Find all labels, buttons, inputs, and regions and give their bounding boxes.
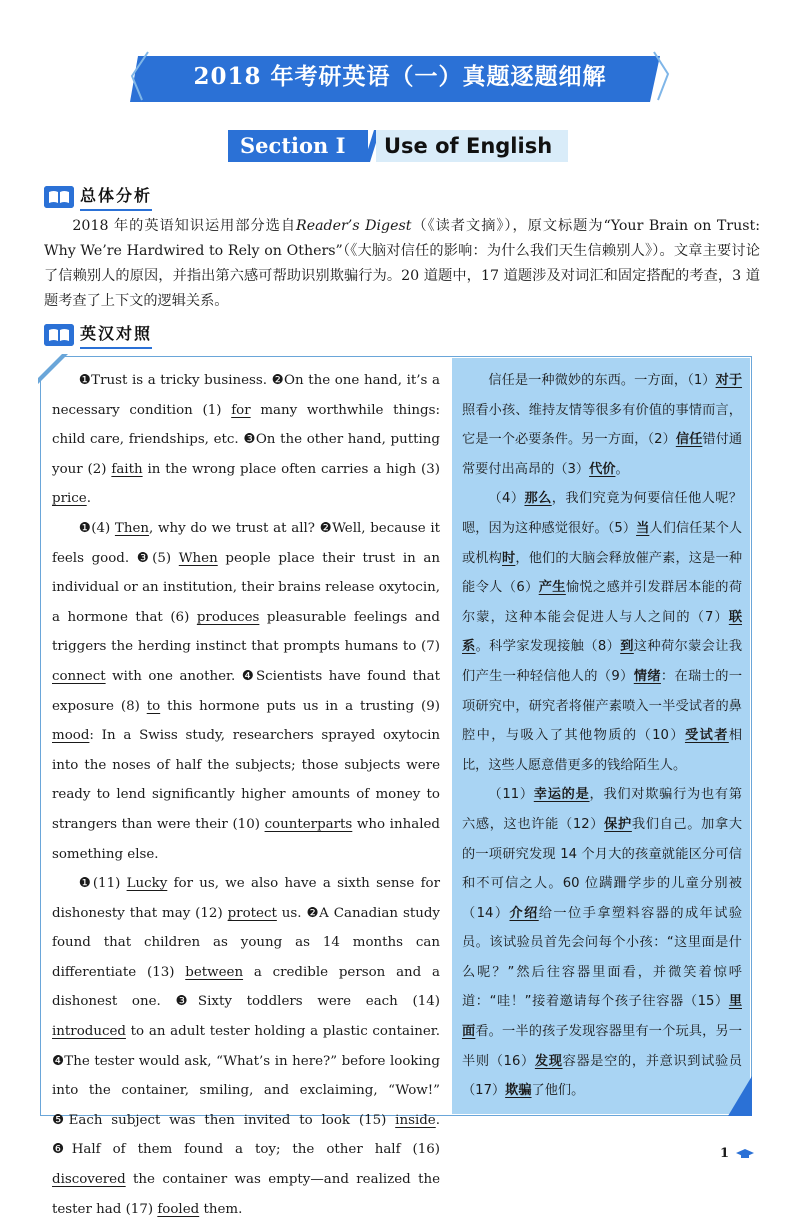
answer-16: discovered (52, 1172, 126, 1188)
cn-answer-12: 保护 (604, 816, 632, 832)
answer-6: produces (196, 609, 260, 625)
overview-text-2: （《读者文摘》），原文标题为“Your Brain on Trust: Why We’re Hardwired to Rely on Others”（《大脑对信任的影响：为什么我们天生信赖别人》）。文章主要讨论了信赖别人的原因，并指出第六感可帮助识别欺骗行为。20 道题中，17 道题涉及对词汇和固定搭配的考查，3 道题考查了上下文的逻辑关系。 (44, 218, 760, 309)
page-number-text: 1 (720, 1146, 730, 1161)
page-number (720, 1146, 754, 1161)
cn-answer-15: 里面 (462, 994, 742, 1040)
answer-14: introduced (52, 1024, 126, 1040)
graduation-cap-icon (736, 1149, 754, 1159)
answer-5: When (178, 550, 218, 566)
book-icon (44, 186, 74, 208)
answer-9: mood (52, 728, 90, 744)
chinese-paragraph-2: （4）那么，我们究竟为何要信任他人呢？嗯，因为这种感觉很好。（5）当人们信任某个人或机构时，他们的大脑会释放催产素，这是一种能令人（6）产生愉悦之感并引发群居本能的荷尔蒙，这种本能会促进人与人之间的（7）联系。科学家发现接触（8）到这种荷尔蒙会让我们产生一种轻信他人的（9）情绪：在瑞士的一项研究中，研究者将催产素喷入一半受试者的鼻腔中，与吸入了其他物质的（10）受试者相比，这些人愿意借更多的钱给陌生人。 (462, 491, 743, 773)
cn-answer-10: 受试者 (684, 728, 729, 744)
overview-heading-label: 总体分析 (80, 183, 152, 211)
cn-answer-5b: 时 (502, 550, 516, 566)
answer-11: Lucky (126, 876, 168, 892)
answer-13: between (185, 964, 244, 980)
compare-heading (44, 322, 152, 348)
overview-heading (44, 184, 152, 210)
chinese-translation (462, 366, 742, 1106)
answer-2: faith (111, 461, 143, 477)
cn-answer-3: 代价 (589, 461, 616, 477)
cn-answer-1: 对于 (715, 373, 743, 388)
answer-8: to (146, 698, 161, 714)
answer-1: for (231, 402, 251, 418)
source-title: Reader’s Digest (296, 218, 412, 234)
page-title: 2018 年考研英语（一）真题逐题细解 (193, 63, 607, 90)
cn-answer-5a: 当 (636, 520, 650, 536)
section-name: Use of English (376, 130, 568, 162)
book-icon (44, 324, 74, 346)
cn-answer-11: 幸运的是 (533, 787, 590, 803)
english-passage (52, 366, 440, 1224)
answer-15: inside (395, 1112, 436, 1128)
chinese-paragraph-3: （11）幸运的是，我们对欺骗行为也有第六感，这也许能（12）保护我们自己。加拿大的一项研究发现 14 个月大的孩童就能区分可信和不可信之人。60 位蹒跚学步的儿童分别被（14）介绍给一位手拿塑料容器的成年试验员。该试验员首先会问每个小孩：“这里面是什么呢？”然后往容器里面看，并微笑着惊呼道：“哇！”接着邀请每个孩子往容器（15）里面看。一半的孩子发现容器里有一个玩具，另一半则（16）发现容器是空的，并意识到试验员（17）欺骗了他们。 (462, 787, 743, 1099)
cn-answer-8: 到 (620, 639, 634, 655)
cn-answer-9: 情绪 (633, 668, 661, 684)
overview-text-1: 2018 年的英语知识运用部分选自 (72, 218, 297, 234)
compare-heading-label: 英汉对照 (80, 321, 152, 349)
section-roman: Section Ⅰ (228, 130, 368, 162)
english-paragraph-2: ❶(4) Then, why do we trust at all? ❷Well, because it feels good. ❸(5) When people place their trust in an individual or an institution, their brains release oxytocin, a hormone that (6) produces pleasurable feelings and triggers the herding instinct that prompts humans to (7) connect with one another. ❹Scientists have found that exposure (8) to this hormone puts us in a trusting (9) mood: In a Swiss study, researchers sprayed oxytocin into the noses of half the subjects; those subjects were ready to lend significantly higher amounts of money to strangers than were their (10) counterparts who inhaled something else. (52, 520, 441, 862)
answer-3: price (52, 491, 87, 507)
answer-10: counterparts (264, 816, 353, 832)
section-label (228, 130, 568, 164)
cn-answer-2: 信任 (675, 432, 703, 448)
cn-answer-7: 联系 (462, 609, 742, 655)
overview-paragraph (44, 214, 760, 314)
answer-4: Then (114, 520, 150, 536)
english-paragraph-1: ❶Trust is a tricky business. ❷On the one hand, it’s a necessary condition (1) for many worthwhile things: child care, friendships, etc. ❸On the other hand, putting your (2) faith in the wrong place often carries a high (3) price. (52, 373, 441, 507)
answer-7: connect (52, 668, 106, 684)
answer-17: fooled (157, 1201, 200, 1217)
cn-answer-17: 欺骗 (505, 1083, 532, 1099)
cn-answer-4: 那么 (524, 491, 552, 507)
answer-12: protect (227, 905, 277, 921)
chinese-paragraph-1: 信任是一种微妙的东西。一方面，（1）对于照看小孩、维持友情等很多有价值的事情而言，它是一个必要条件。另一方面，（2）信任错付通常要付出高昂的（3）代价。 (462, 373, 743, 477)
cn-answer-16: 发现 (534, 1053, 563, 1069)
cn-answer-14: 介绍 (509, 905, 539, 921)
english-paragraph-3: ❶(11) Lucky for us, we also have a sixth sense for dishonesty that may (12) protect us. ❷A Canadian study found that children as young as 14 months can differentiate (13) between a credible person and a dishonest one. ❸Sixty toddlers were each (14) introduced to an adult tester holding a plastic container. ❹The tester would ask, “What’s in here?” before looking into the container, smiling, and exclaiming, “Wow!” ❺Each subject was then invited to look (15) inside. ❻Half of them found a toy; the other half (16) discovered the container was empty—and realized the tester had (17) fooled them. (52, 876, 441, 1217)
cn-answer-6: 产生 (538, 580, 566, 596)
